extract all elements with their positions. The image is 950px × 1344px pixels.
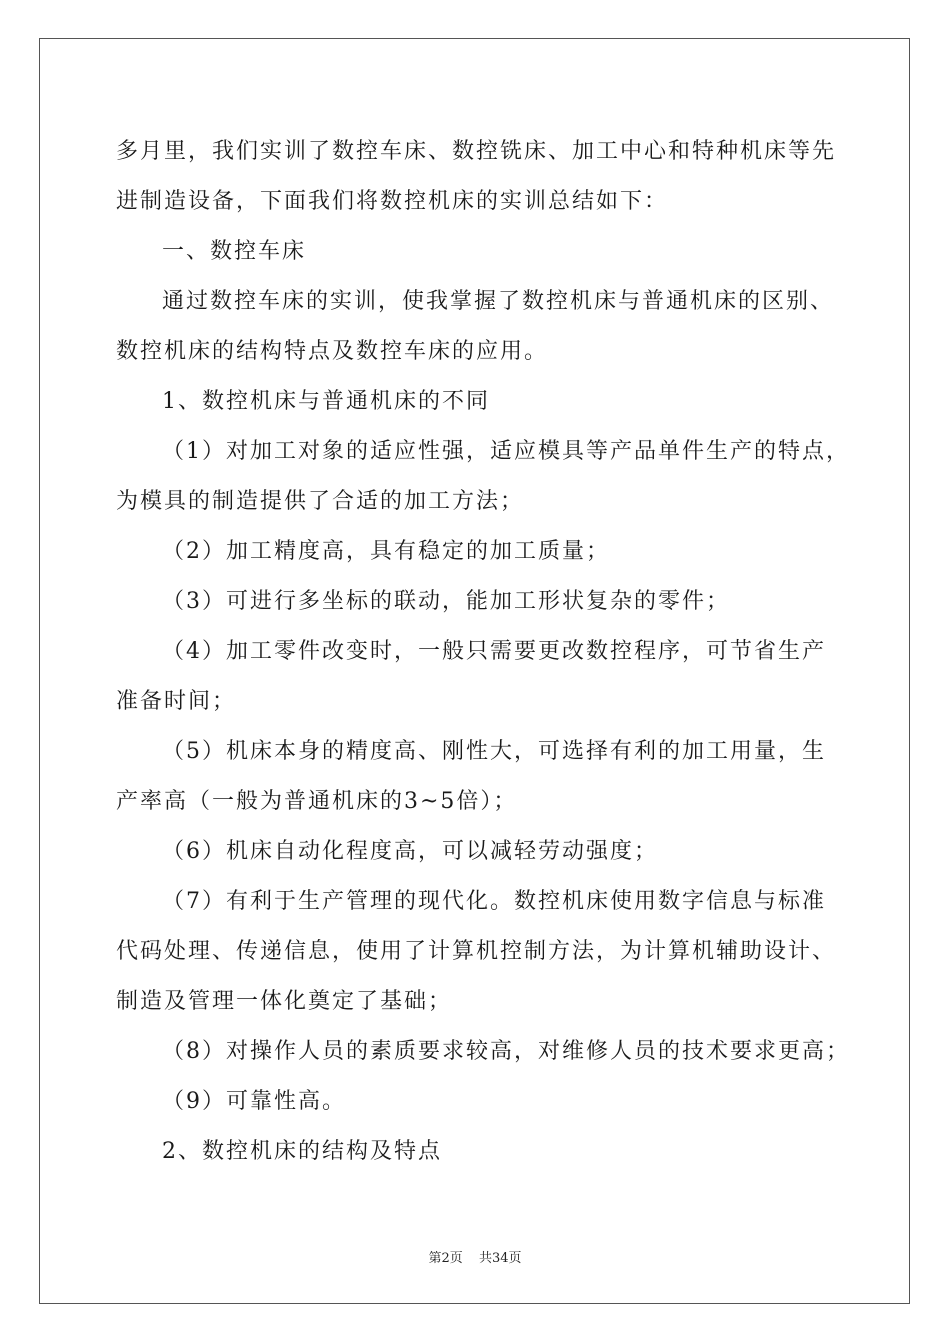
list-item: （6）机床自动化程度高，可以减轻劳动强度； [162,839,658,864]
page-number: 第2页 [428,1251,463,1266]
list-item: （7）有利于生产管理的现代化。数控机床使用数字信息与标准 [162,889,826,914]
list-item: （1）对加工对象的适应性强，适应模具等产品单件生产的特点， [162,439,850,464]
text-line: 数控机床的结构特点及数控车床的应用。 [116,339,549,364]
page-footer [0,1247,950,1266]
page-total: 共34页 [478,1251,522,1266]
text-line: 为模具的制造提供了合适的加工方法； [116,489,525,514]
subsection-heading: 2、数控机床的结构及特点 [162,1139,442,1164]
list-item: （4）加工零件改变时，一般只需要更改数控程序，可节省生产 [162,639,826,664]
text-line: 产率高（一般为普通机床的3~5倍）； [116,789,518,814]
list-item: （9）可靠性高。 [162,1089,346,1114]
text-line: 通过数控车床的实训，使我掌握了数控机床与普通机床的区别、 [162,289,835,314]
list-item: （5）机床本身的精度高、刚性大，可选择有利的加工用量，生 [162,739,826,764]
list-item: （8）对操作人员的素质要求较高，对维修人员的技术要求更高； [162,1039,850,1064]
text-line: 准备时间； [116,689,237,714]
subsection-heading: 1、数控机床与普通机床的不同 [162,389,490,414]
text-line: 代码处理、传递信息，使用了计算机控制方法，为计算机辅助设计、 [116,939,837,964]
text-line: 多月里，我们实训了数控车床、数控铣床、加工中心和特种机床等先 [116,139,837,164]
text-line: 进制造设备，下面我们将数控机床的实训总结如下： [116,189,669,214]
list-item: （2）加工精度高，具有稳定的加工质量； [162,539,610,564]
section-heading: 一、数控车床 [162,239,307,264]
document-body [116,127,850,1177]
list-item: （3）可进行多坐标的联动，能加工形状复杂的零件； [162,589,730,614]
text-line: 制造及管理一体化奠定了基础； [116,989,453,1014]
